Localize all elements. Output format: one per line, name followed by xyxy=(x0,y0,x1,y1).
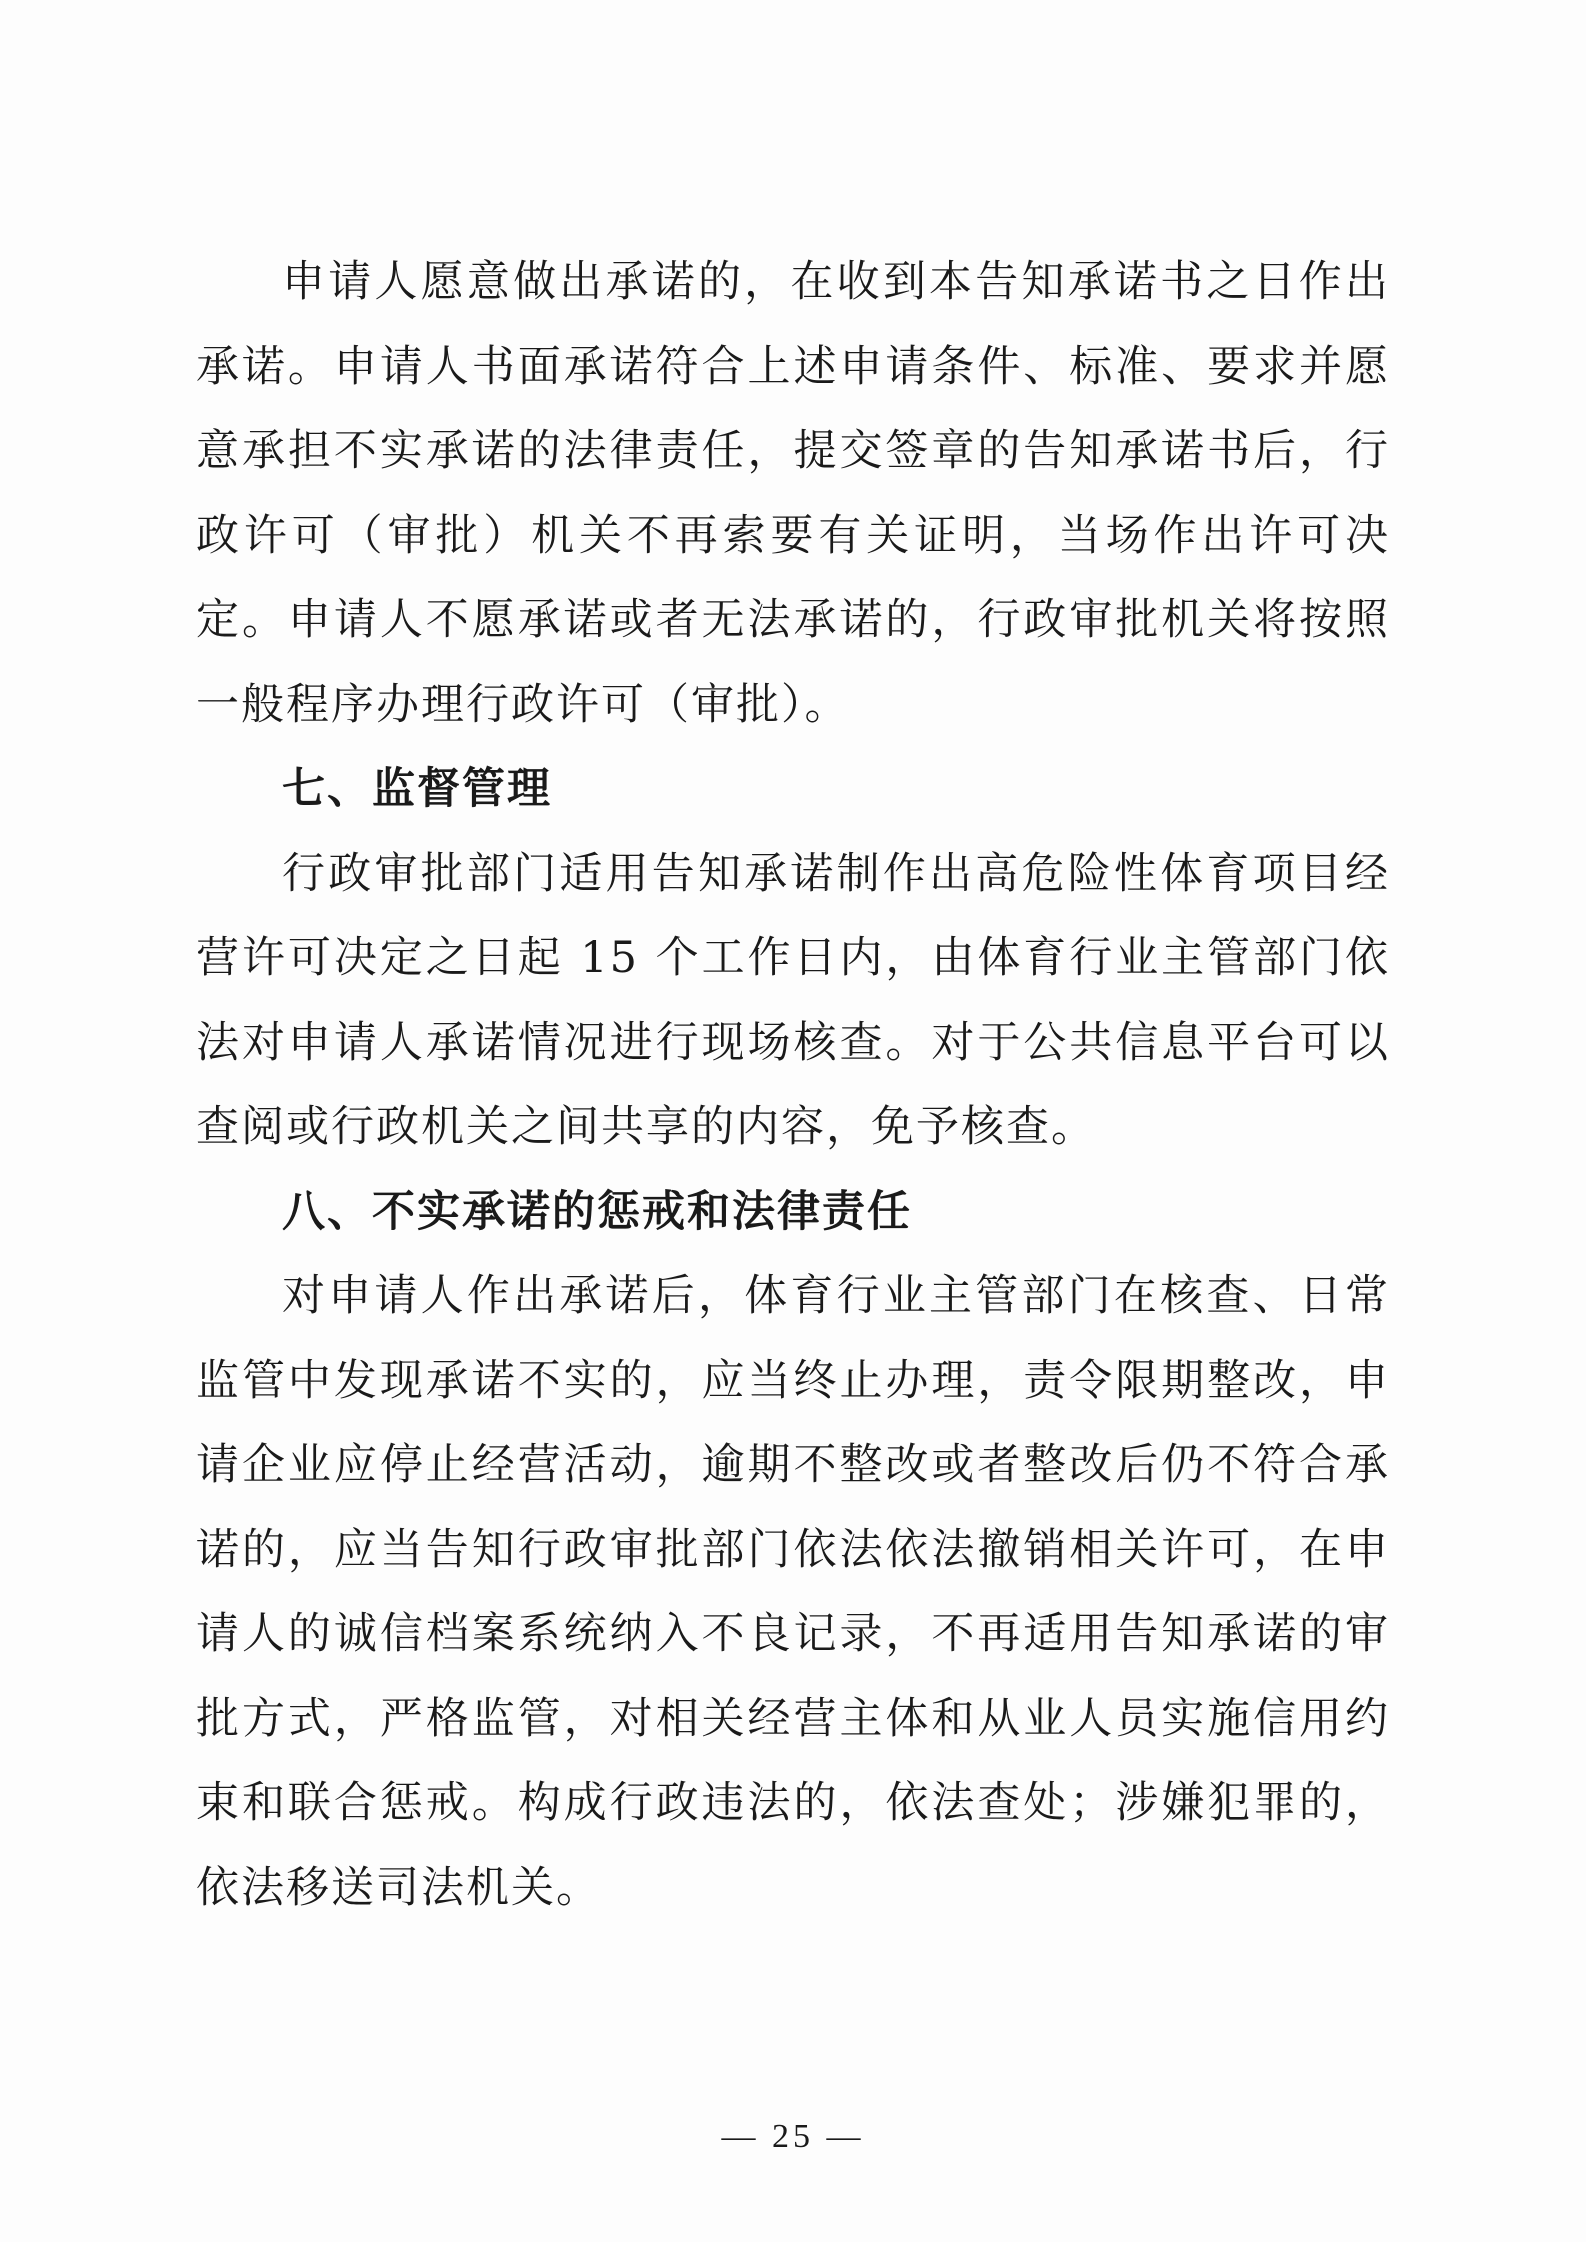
section-heading-supervision: 七、监督管理 xyxy=(282,764,552,814)
section-heading-penalties: 八、不实承诺的惩戒和法律责任 xyxy=(282,1186,912,1237)
page-number: — 25 — xyxy=(721,2118,865,2155)
document-body xyxy=(196,240,1390,1930)
paragraph-supervision: 行政审批部门适用告知承诺制作出高危险性体育项目经营许可决定之日起 15 个工作日内，由体育行业主管部门依法对申请人承诺情况进行现场核查。对于公共信息平台可以查阅或行政机关之间共享的内容，免予核查。 xyxy=(196,848,1390,1152)
paragraph-commitment-intro: 申请人愿意做出承诺的，在收到本告知承诺书之日作出承诺。申请人书面承诺符合上述申请条件、标准、要求并愿意承担不实承诺的法律责任，提交签章的告知承诺书后，行政许可（审批）机关不再索要有关证明，当场作出许可决定。申请人不愿承诺或者无法承诺的，行政审批机关将按照一般程序办理行政许可（审批）。 xyxy=(196,257,1390,730)
paragraph-penalties: 对申请人作出承诺后，体育行业主管部门在核查、日常监管中发现承诺不实的，应当终止办理，责令限期整改，申请企业应停止经营活动，逾期不整改或者整改后仍不符合承诺的，应当告知行政审批部门依法依法撤销相关许可，在申请人的诚信档案系统纳入不良记录，不再适用告知承诺的审批方式，严格监管，对相关经营主体和从业人员实施信用约束和联合惩戒。构成行政违法的，依法查处；涉嫌犯罪的，依法移送司法机关。 xyxy=(196,1271,1390,1913)
